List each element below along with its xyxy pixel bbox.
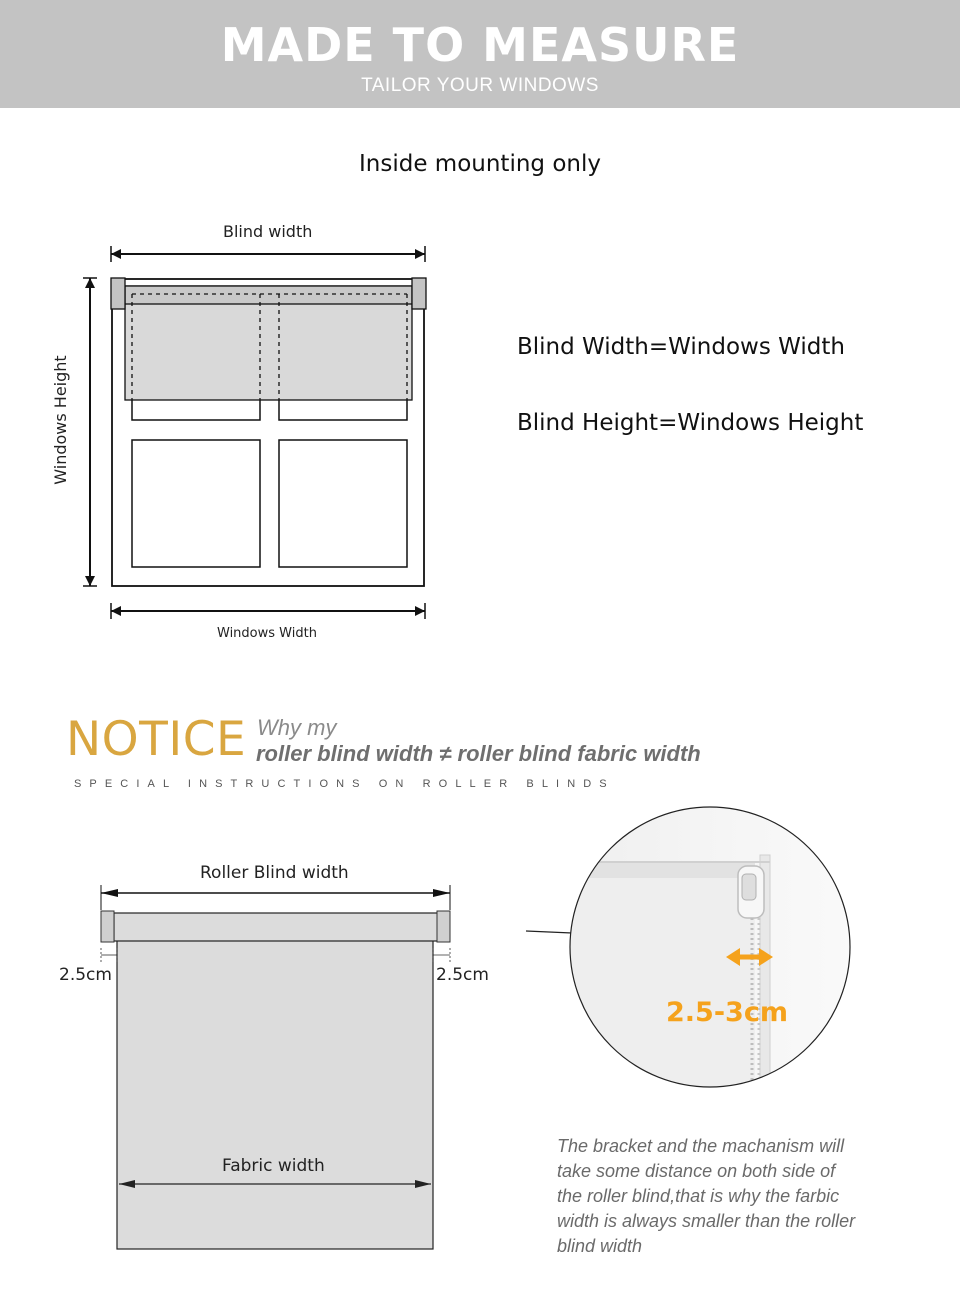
windows-height-label: Windows Height [51, 355, 70, 485]
notice-heading: NOTICE [66, 712, 247, 767]
caption-line: the roller blind,that is why the farbic [557, 1186, 840, 1206]
zoom-callout-line [526, 931, 572, 933]
blind-width-dimension [111, 246, 425, 262]
explanation-caption [557, 1134, 897, 1259]
caption-line: take some distance on both side of [557, 1161, 836, 1181]
window-height-dimension [83, 278, 97, 586]
formula-height: Blind Height=Windows Height [517, 410, 864, 436]
blind-overlay [111, 278, 426, 400]
blind-width-label: Blind width [223, 222, 313, 241]
banner-title: MADE TO MEASURE [220, 18, 740, 72]
right-gap-label: 2.5cm [436, 965, 489, 985]
mounting-heading: Inside mounting only [359, 151, 601, 177]
windows-width-label: Windows Width [217, 626, 317, 641]
notice-why: Why my [257, 715, 337, 740]
fabric-width-label: Fabric width [222, 1156, 325, 1176]
roller-blind-drawing [101, 911, 450, 1249]
left-gap-label: 2.5cm [59, 965, 112, 985]
caption-line: blind width [557, 1236, 643, 1256]
zoom-distance-label: 2.5-3cm [666, 997, 788, 1028]
notice-question: roller blind width ≠ roller blind fabric width [256, 741, 701, 766]
zoom-detail-circle [560, 800, 860, 1105]
roller-width-label: Roller Blind width [200, 863, 349, 883]
roller-width-dimension [101, 885, 450, 910]
notice-subtitle: SPECIAL INSTRUCTIONS ON ROLLER BLINDS [74, 778, 615, 790]
caption-line: The bracket and the machanism will [557, 1136, 845, 1156]
banner-subtitle: TAILOR YOUR WINDOWS [361, 75, 599, 96]
windows-width-dimension [111, 603, 425, 619]
formula-width: Blind Width=Windows Width [517, 334, 845, 360]
caption-line: width is always smaller than the roller [557, 1211, 856, 1231]
